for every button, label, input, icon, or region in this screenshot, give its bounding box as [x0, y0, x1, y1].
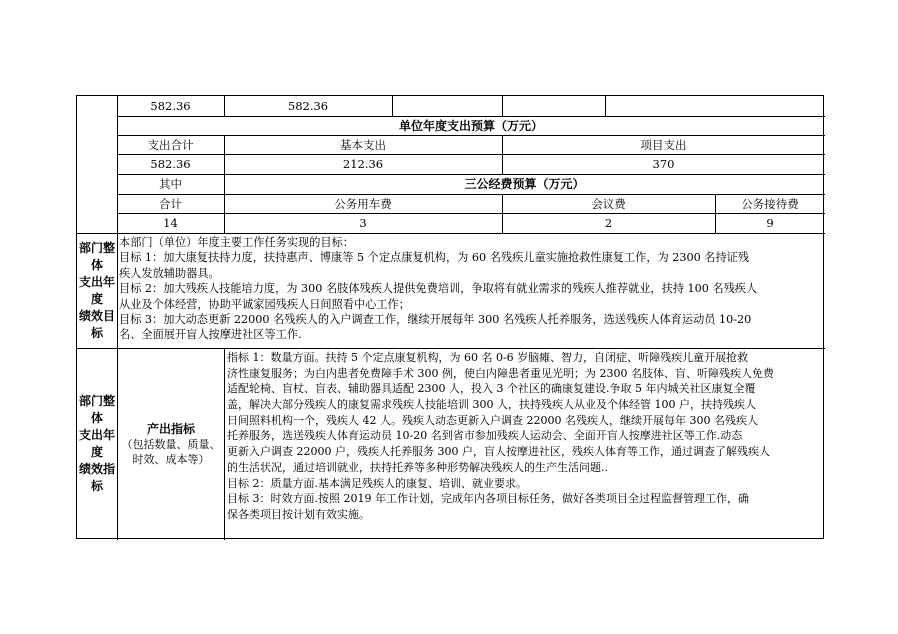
header-car-expense: 公务用车费	[334, 196, 392, 211]
indicator-line: 的生活状况，通过培训就业，扶持托养等多种形势解决残疾人的生产生活问题..	[227, 460, 608, 474]
header-reception-expense: 公务接待费	[741, 196, 799, 211]
output-indicator-label	[118, 348, 224, 540]
indicators-side-line: 体	[90, 411, 103, 425]
indicators-text	[227, 350, 774, 523]
indicators-side-line: 部门整	[78, 394, 115, 408]
indicators-side-line: 标	[90, 479, 103, 493]
output-indicator-note: （包括数量、质量、	[121, 437, 221, 451]
indicator-line: 更新入户调查 22000 户，残疾人托养服务 300 户，盲人按摩进社区，残疾人体育等工作，通过调查了解残疾人	[227, 445, 770, 459]
value-project-expense: 370	[652, 157, 675, 171]
goals-side-line: 绩效目	[78, 308, 115, 323]
unit-budget-title: 单位年度支出预算（万元）	[398, 118, 543, 133]
goals-side-line: 标	[90, 325, 103, 340]
value-meeting-expense: 2	[604, 216, 613, 230]
goals-line: 目标 1：加大康复扶持力度，扶持惠声、博康等 5 个定点康复机构，为 60 名残疾儿童实施抢救性康复工作，为 2300 名持证残	[119, 251, 750, 265]
value-public-total: 14	[163, 216, 178, 230]
top-row-value-1: 582.36	[150, 99, 191, 113]
goals-side-line: 部门整	[78, 240, 115, 255]
goals-line: 疾人发放辅助器具。	[119, 266, 220, 280]
budget-table	[76, 95, 824, 539]
col-divider	[224, 348, 225, 540]
indicators-side-label	[77, 348, 117, 540]
header-total-expense: 支出合计	[147, 137, 194, 152]
among-label: 其中	[159, 177, 182, 191]
output-indicator-title: 产出指标	[146, 421, 195, 436]
col-divider	[392, 96, 393, 116]
indicators-side-line: 度	[90, 445, 103, 459]
value-basic-expense: 212.36	[342, 157, 384, 171]
indicator-line: 目标 2：质量方面.基本满足残疾人的康复、培训、就业要求。	[227, 476, 527, 490]
col-divider	[502, 96, 503, 116]
top-row-value-2: 582.36	[287, 99, 329, 113]
value-car-expense: 3	[359, 216, 367, 230]
indicators-side-line: 支出年	[78, 428, 115, 442]
goals-side-line: 度	[90, 291, 103, 306]
goals-text	[119, 235, 757, 343]
header-basic-expense: 基本支出	[340, 137, 386, 152]
goals-line: 本部门（单位）年度主要工作任务实现的目标：	[119, 236, 354, 249]
indicator-line: 保各类项目按计划有效实施。	[227, 507, 370, 521]
goals-side-line: 体	[90, 257, 103, 272]
goals-side-line: 支出年	[78, 274, 115, 289]
indicator-line: 日间照料机构一个，残疾人 42 人。残疾人动态更新入户调查 22000 名残疾人，继续开展每年 300 名残疾人	[227, 413, 758, 427]
row-divider	[77, 233, 825, 234]
value-total-expense: 582.36	[150, 157, 191, 171]
value-reception-expense: 9	[766, 216, 774, 230]
header-meeting-expense: 会议费	[591, 196, 626, 211]
indicator-line: 济性康复服务；为白内患者免费障手术 300 例，使白内障患者重见光明；为 2300 名肢体、盲、听障残疾人免费	[227, 366, 774, 380]
goals-line: 目标 2：加大残疾人技能培力度，为 300 名肢体残疾人提供免费培训，争取将有就业需求的残疾人推荐就业，扶持 100 名残疾人	[119, 282, 758, 296]
col-divider	[605, 96, 606, 116]
indicator-line: 盖，解决大部分残疾人的康复需求残疾人技能培训 300 人，扶持残疾人从业及个体经管 100 户，扶持残疾人	[227, 398, 756, 412]
indicators-side-line: 绩效指	[78, 462, 115, 476]
goals-line: 目标 3：加大动态更新 22000 名残疾人的入户调查工作，继续开展每年 300 名残疾人托养服务，选送残疾人体育运动员 10-20	[119, 312, 752, 326]
output-indicator-note: 时效、成本等）	[132, 452, 210, 466]
indicator-line: 托养服务，选送残疾人体育运动员 10-20 名到省市参加残疾人运动会、全面开盲人按摩进社区等工作.动态	[227, 429, 743, 443]
indicator-line: 适配轮椅、盲杖、盲表、辅助器具适配 2300 人，投入 3 个社区的确康复建设.争取 5 年内城关社区康复全覆	[227, 382, 756, 396]
header-public-total: 合计	[159, 196, 182, 211]
three-public-title: 三公经费预算（万元）	[464, 177, 585, 191]
goals-line: 从业及个体经营，协助平诚家园残疾人日间照看中心工作；	[119, 297, 410, 311]
header-project-expense: 项目支出	[640, 137, 687, 152]
goals-line: 名、全面展开盲人按摩进社区等工作.	[119, 328, 302, 342]
goals-side-label	[77, 233, 117, 348]
indicator-line: 指标 1：数量方面。扶持 5 个定点康复机构，为 60 名 0-6 岁脑瘫、智力，自闭症、听障残疾儿童开展抢救	[227, 351, 749, 364]
indicator-line: 目标 3：时效方面.按照 2019 年工作计划，完成年内各项目标任务，做好各类项目全过程监督管理工作，确	[227, 492, 749, 506]
